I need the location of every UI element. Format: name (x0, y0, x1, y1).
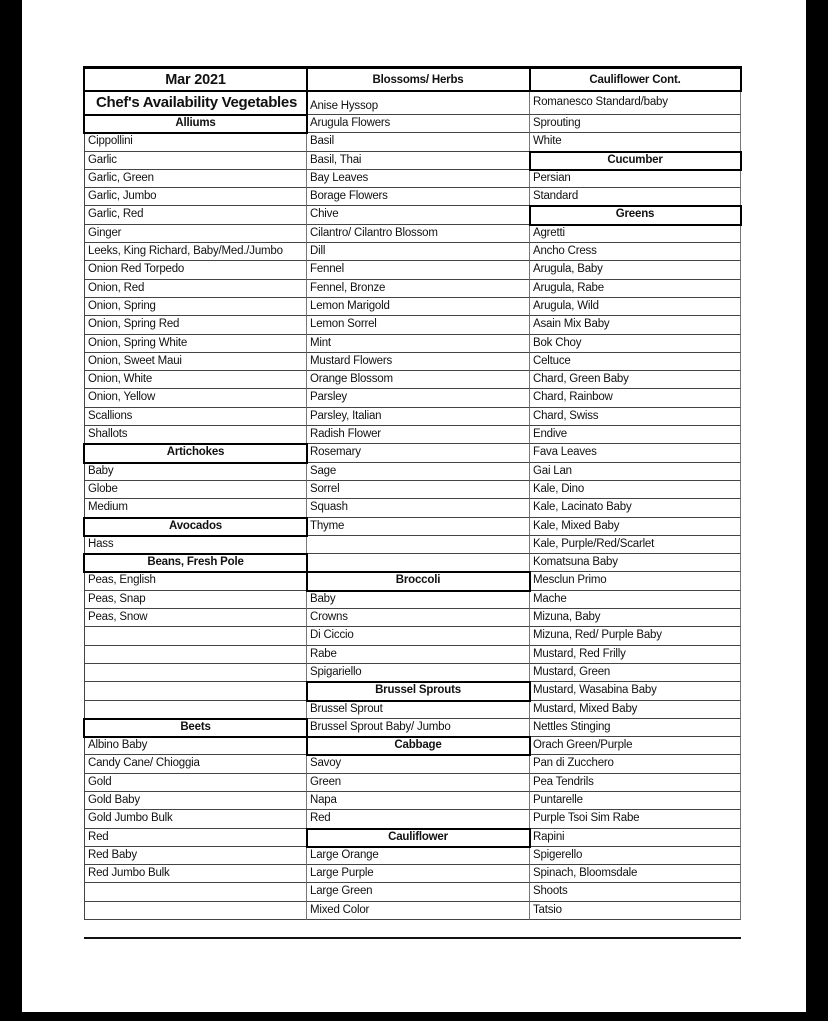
table-row (84, 206, 741, 224)
table-cell: Mustard, Wasabina Baby (530, 682, 741, 700)
table-cell: Onion, Spring White (84, 335, 307, 353)
table-cell: Celtuce (530, 353, 741, 371)
table-cell: Rosemary (307, 444, 530, 462)
table-cell: Standard (530, 188, 741, 206)
table-cell: Onion Red Torpedo (84, 261, 307, 279)
table-row (84, 444, 741, 462)
table-row (84, 133, 741, 151)
table-cell (84, 646, 307, 664)
table-cell: Onion, Sweet Maui (84, 353, 307, 371)
table-row (84, 774, 741, 792)
table-cell: Cippollini (84, 133, 307, 151)
table-cell: Basil (307, 133, 530, 151)
table-cell: Borage Flowers (307, 188, 530, 206)
table-cell: Pan di Zucchero (530, 755, 741, 773)
table-cell: Rapini (530, 829, 741, 847)
table-header-row (84, 67, 741, 91)
table-cell: Agretti (530, 225, 741, 243)
table-cell: Garlic, Red (84, 206, 307, 224)
table-cell: Sage (307, 463, 530, 481)
table-row (84, 316, 741, 334)
table-cell: Puntarelle (530, 792, 741, 810)
table-row (84, 225, 741, 243)
table-cell: Gold Baby (84, 792, 307, 810)
table-row (84, 408, 741, 426)
table-cell: Globe (84, 481, 307, 499)
table-row (84, 499, 741, 517)
table-cell: Bok Choy (530, 335, 741, 353)
table-cell (84, 682, 307, 700)
table-row (84, 261, 741, 279)
table-cell: Medium (84, 499, 307, 517)
table-row (84, 847, 741, 865)
table-row (84, 810, 741, 828)
table-cell: Shoots (530, 883, 741, 901)
table-cell: Spigariello (307, 664, 530, 682)
table-cell: Onion, White (84, 371, 307, 389)
category-header: Cabbage (307, 737, 530, 755)
table-cell: Arugula, Baby (530, 261, 741, 279)
table-cell: Pea Tendrils (530, 774, 741, 792)
table-cell: Mache (530, 591, 741, 609)
table-cell: Basil, Thai (307, 152, 530, 170)
table-row (84, 902, 741, 920)
table-cell: Fennel, Bronze (307, 280, 530, 298)
category-header: Beans, Fresh Pole (84, 554, 307, 572)
table-cell: Chard, Rainbow (530, 389, 741, 407)
table-cell: Ancho Cress (530, 243, 741, 261)
table-row (84, 883, 741, 901)
table-cell: Gai Lan (530, 463, 741, 481)
table-row (84, 152, 741, 170)
table-cell: Thyme (307, 518, 530, 536)
table-cell: Baby (307, 591, 530, 609)
table-cell: Endive (530, 426, 741, 444)
month-heading: Mar 2021 (84, 67, 307, 91)
table-row (84, 865, 741, 883)
table-cell: Onion, Spring (84, 298, 307, 316)
table-cell: Candy Cane/ Chioggia (84, 755, 307, 773)
table-cell: Parsley (307, 389, 530, 407)
table-cell: Arugula Flowers (307, 115, 530, 133)
table-cell: Di Ciccio (307, 627, 530, 645)
table-row (84, 371, 741, 389)
table-row (84, 792, 741, 810)
category-header: Cauliflower (307, 829, 530, 847)
table-cell: Garlic (84, 152, 307, 170)
table-cell: Kale, Lacinato Baby (530, 499, 741, 517)
table-cell: Red (307, 810, 530, 828)
table-cell: Large Green (307, 883, 530, 901)
table-cell (84, 701, 307, 719)
table-cell: Romanesco Standard/baby (530, 91, 741, 115)
table-row (84, 701, 741, 719)
table-cell: Lemon Sorrel (307, 316, 530, 334)
table-row (84, 737, 741, 755)
table-cell: Garlic, Green (84, 170, 307, 188)
table-cell: Mizuna, Red/ Purple Baby (530, 627, 741, 645)
table-cell: Arugula, Wild (530, 298, 741, 316)
table-cell: Persian (530, 170, 741, 188)
table-cell: Scallions (84, 408, 307, 426)
table-cell: Chard, Green Baby (530, 371, 741, 389)
table-cell: Red Jumbo Bulk (84, 865, 307, 883)
availability-table (84, 67, 741, 920)
table-cell: Albino Baby (84, 737, 307, 755)
table-cell: Fava Leaves (530, 444, 741, 462)
table-cell: Leeks, King Richard, Baby/Med./Jumbo (84, 243, 307, 261)
table-cell: Mustard, Mixed Baby (530, 701, 741, 719)
table-row (84, 170, 741, 188)
table-cell: Chive (307, 206, 530, 224)
table-row (84, 664, 741, 682)
table-row (84, 627, 741, 645)
category-header: Beets (84, 719, 307, 737)
cauliflower-cont-heading: Cauliflower Cont. (530, 67, 741, 91)
table-cell: Mustard, Red Frilly (530, 646, 741, 664)
category-header: Alliums (84, 115, 307, 133)
table-cell: Baby (84, 463, 307, 481)
table-cell: Brussel Sprout (307, 701, 530, 719)
table-row (84, 426, 741, 444)
table-row (84, 609, 741, 627)
table-row (84, 115, 741, 133)
table-cell: Spinach, Bloomsdale (530, 865, 741, 883)
table-cell: Gold Jumbo Bulk (84, 810, 307, 828)
table-cell: Mesclun Primo (530, 572, 741, 590)
table-cell: Chard, Swiss (530, 408, 741, 426)
table-row (84, 389, 741, 407)
table-row (84, 518, 741, 536)
table-cell: Onion, Yellow (84, 389, 307, 407)
table-cell: Mizuna, Baby (530, 609, 741, 627)
table-cell: Ginger (84, 225, 307, 243)
table-row (84, 243, 741, 261)
table-cell: Peas, Snap (84, 591, 307, 609)
table-row (84, 463, 741, 481)
table-row (84, 188, 741, 206)
table-row (84, 591, 741, 609)
category-header: Greens (530, 206, 741, 224)
table-row (84, 755, 741, 773)
table-cell (307, 536, 530, 554)
table-cell: Squash (307, 499, 530, 517)
table-title-row (84, 91, 741, 115)
table-cell (84, 902, 307, 920)
table-row (84, 646, 741, 664)
table-cell: Parsley, Italian (307, 408, 530, 426)
table-cell: Red Baby (84, 847, 307, 865)
table-cell: Mustard, Green (530, 664, 741, 682)
table-cell: Onion, Red (84, 280, 307, 298)
table-cell: Cilantro/ Cilantro Blossom (307, 225, 530, 243)
table-cell: Peas, Snow (84, 609, 307, 627)
category-header: Brussel Sprouts (307, 682, 530, 700)
table-cell: Sprouting (530, 115, 741, 133)
table-cell: Bay Leaves (307, 170, 530, 188)
table-cell: Kale, Mixed Baby (530, 518, 741, 536)
table-row (84, 719, 741, 737)
table-cell (84, 627, 307, 645)
category-header: Broccoli (307, 572, 530, 590)
table-row (84, 682, 741, 700)
table-cell: Green (307, 774, 530, 792)
bottom-rule (84, 937, 741, 939)
table-cell: White (530, 133, 741, 151)
table-cell: Spigerello (530, 847, 741, 865)
table-cell: Orach Green/Purple (530, 737, 741, 755)
table-cell: Lemon Marigold (307, 298, 530, 316)
table-cell: Crowns (307, 609, 530, 627)
table-cell: Radish Flower (307, 426, 530, 444)
table-cell: Gold (84, 774, 307, 792)
table-cell: Arugula, Rabe (530, 280, 741, 298)
table-cell: Hass (84, 536, 307, 554)
table-cell (307, 554, 530, 572)
table-cell: Shallots (84, 426, 307, 444)
table-cell: Fennel (307, 261, 530, 279)
table-cell: Mixed Color (307, 902, 530, 920)
table-cell: Napa (307, 792, 530, 810)
table-row (84, 298, 741, 316)
table-cell: Large Purple (307, 865, 530, 883)
table-cell: Sorrel (307, 481, 530, 499)
table-cell: Orange Blossom (307, 371, 530, 389)
table-row (84, 554, 741, 572)
table-cell: Savoy (307, 755, 530, 773)
table-row (84, 572, 741, 590)
table-cell: Nettles Stinging (530, 719, 741, 737)
table-cell: Tatsio (530, 902, 741, 920)
table-cell (84, 883, 307, 901)
table-cell: Anise Hyssop (307, 91, 530, 115)
category-header: Avocados (84, 518, 307, 536)
table-row (84, 481, 741, 499)
table-row (84, 353, 741, 371)
table-cell: Rabe (307, 646, 530, 664)
table-cell: Onion, Spring Red (84, 316, 307, 334)
table-row (84, 829, 741, 847)
table-cell: Mint (307, 335, 530, 353)
category-header: Artichokes (84, 444, 307, 462)
table-cell: Peas, English (84, 572, 307, 590)
blossoms-herbs-heading: Blossoms/ Herbs (307, 67, 530, 91)
table-cell: Kale, Purple/Red/Scarlet (530, 536, 741, 554)
table-cell (84, 664, 307, 682)
table-cell: Brussel Sprout Baby/ Jumbo (307, 719, 530, 737)
table-cell: Red (84, 829, 307, 847)
table-row (84, 536, 741, 554)
category-header: Cucumber (530, 152, 741, 170)
table-cell: Asain Mix Baby (530, 316, 741, 334)
sheet-title: Chef's Availability Vegetables (84, 91, 307, 115)
table-row (84, 280, 741, 298)
table-cell: Dill (307, 243, 530, 261)
table-cell: Large Orange (307, 847, 530, 865)
table-cell: Komatsuna Baby (530, 554, 741, 572)
table-cell: Mustard Flowers (307, 353, 530, 371)
table-cell: Purple Tsoi Sim Rabe (530, 810, 741, 828)
table-cell: Kale, Dino (530, 481, 741, 499)
table-cell: Garlic, Jumbo (84, 188, 307, 206)
table-row (84, 335, 741, 353)
